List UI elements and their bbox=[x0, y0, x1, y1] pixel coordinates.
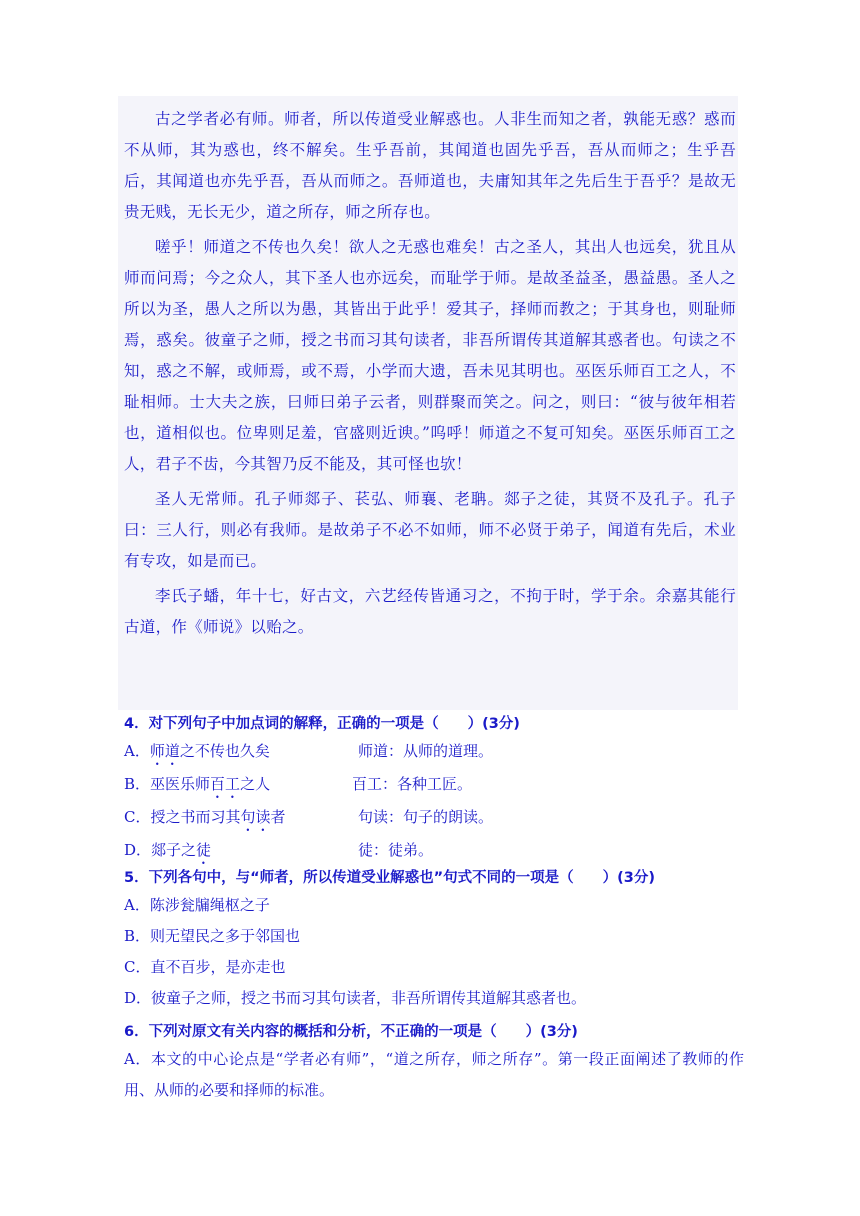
question-4-title: 4．对下列句子中加点词的解释，正确的一项是（ ）(3分) bbox=[124, 716, 520, 732]
question-5-option-d: D．彼童子之师，授之书而习其句读者，非吾所谓传其道解其惑者也。 bbox=[124, 989, 587, 1007]
passage-paragraph-1: 古之学者必有师。师者，所以传道受业解惑也。人非生而知之者，孰能无惑？惑而不从师，其为惑也，终不解矣。生乎吾前，其闻道也固先乎吾，吾从而师之；生乎吾后，其闻道也亦先乎吾，吾从而师之。吾师道也，夫庸知其年之先后生于吾乎？是故无贵无贱，无长无少，道之所存，师之所存也。 bbox=[124, 110, 736, 221]
option-text: 巫医乐师 bbox=[150, 775, 211, 793]
question-4-option-c bbox=[124, 802, 744, 835]
question-5-option-b: B．则无望民之多于邻国也 bbox=[124, 927, 301, 945]
question-5-option-c: C．直不百步，是亦走也 bbox=[124, 958, 286, 976]
option-text: 之人 bbox=[240, 775, 271, 793]
option-text: 者 bbox=[270, 808, 286, 826]
question-6-option-a: A．本文的中心论点是“学者必有师”，“道之所存，师之所存”。第一段正面阐述了教师的作用、从师的必要和择师的标准。 bbox=[124, 1050, 744, 1099]
question-6 bbox=[124, 1020, 744, 1106]
option-explanation: 徒：徒弟。 bbox=[358, 841, 434, 859]
question-6-title: 6．下列对原文有关内容的概括和分析，不正确的一项是（ ）(3分) bbox=[124, 1024, 578, 1040]
option-explanation: 师道：从师的道理。 bbox=[358, 742, 494, 760]
option-explanation: 百工：各种工匠。 bbox=[352, 775, 473, 793]
dotted-word: 徒 bbox=[196, 841, 212, 859]
option-text: 授之书而习其 bbox=[150, 808, 241, 826]
passage-paragraph-2: 嗟乎！师道之不传也久矣！欲人之无惑也难矣！古之圣人，其出人也远矣，犹且从师而问焉；今之众人，其下圣人也亦远矣，而耻学于师。是故圣益圣，愚益愚。圣人之所以为圣，愚人之所以为愚，其皆出于此乎！爱其子，择师而教之；于其身也，则耻师焉，惑矣。彼童子之师，授之书而习其句读者，非吾所谓传其道解其惑者也。句读之不知，惑之不解，或师焉，或不焉，小学而大遗，吾未见其明也。巫医乐师百工之人，不耻相师。士大夫之族，曰师曰弟子云者，则群聚而笑之。问之，则曰：“彼与彼年相若也，道相似也。位卑则足羞，官盛则近谀。”呜呼！师道之不复可知矣。巫医乐师百工之人，君子不齿，今其智乃反不能及，其可怪也欤！ bbox=[124, 238, 736, 473]
question-4-option-d bbox=[124, 835, 744, 868]
question-5-option-a: A．陈涉瓮牖绳枢之子 bbox=[124, 896, 270, 914]
option-text: 之不传也久矣 bbox=[179, 742, 270, 760]
dotted-word: 句读 bbox=[240, 808, 271, 826]
passage-paragraph-4: 李氏子蟠，年十七，好古文，六艺经传皆通习之，不拘于时，学于余。余嘉其能行古道，作《师说》以贻之。 bbox=[124, 587, 736, 636]
dotted-word: 百工 bbox=[210, 775, 241, 793]
question-5 bbox=[124, 866, 744, 1014]
option-explanation: 句读：句子的朗读。 bbox=[358, 808, 494, 826]
question-4 bbox=[124, 712, 744, 868]
question-4-option-b bbox=[124, 769, 744, 802]
option-label: D． bbox=[124, 841, 152, 859]
option-label: B． bbox=[124, 775, 151, 793]
passage-paragraph-3: 圣人无常师。孔子师郯子、苌弘、师襄、老聃。郯子之徒，其贤不及孔子。孔子曰：三人行，则必有我师。是故弟子不必不如师，师不必贤于弟子，闻道有先后，术业有专攻，如是而已。 bbox=[124, 490, 736, 570]
question-4-option-a bbox=[124, 736, 744, 769]
option-text: 郯子之 bbox=[151, 841, 197, 859]
passage bbox=[124, 104, 736, 647]
option-label: C． bbox=[124, 808, 151, 826]
option-label: A． bbox=[124, 742, 150, 760]
dotted-word: 师道 bbox=[149, 742, 180, 760]
question-5-title: 5．下列各句中，与“师者，所以传道受业解惑也”句式不同的一项是（ ）(3分) bbox=[124, 870, 655, 886]
